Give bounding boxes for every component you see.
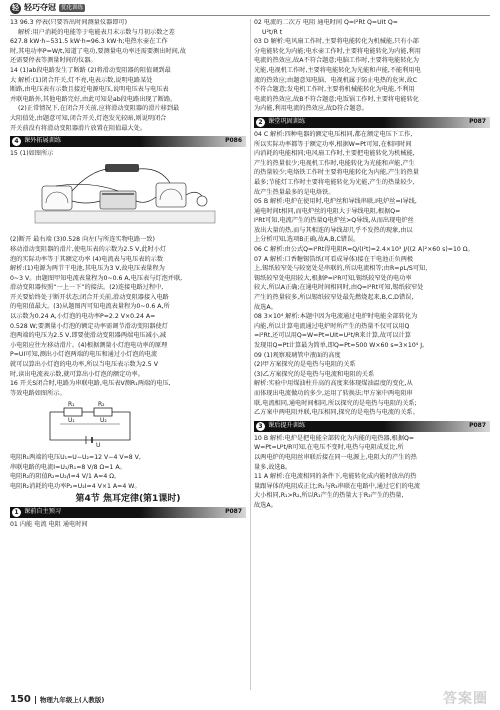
text-line: 所以实际功率都等于额定功率,根据W=Pt可知,在相同时间 xyxy=(254,140,412,148)
text-line: (2)甲方案探究的是电热与电阻的关系 xyxy=(254,361,356,369)
text-line: 以两电炉的电阻丝串联后接在同一电源上,电阻大的产生的热 xyxy=(254,453,417,461)
label-u2: U₂ xyxy=(100,417,107,425)
answer-16-solution xyxy=(10,454,246,491)
text-line: 等效电路如图所示。 xyxy=(10,389,66,397)
section-bar-title: 课后提升训练 xyxy=(268,421,306,429)
text-line: 内消耗的电能相同;电风扇工作时,主要把电能转化为机械能, xyxy=(254,150,415,158)
text-line: 就可以算出小灯泡的电功率,所以当电压表示数为2.5 V xyxy=(10,361,158,369)
section-bar-title: 课堂巩固训练 xyxy=(268,118,306,126)
text-line: 发现用Q=Pt计算最为简单,即Q=Pt=500 W×60 s=3×10⁴ J。 xyxy=(254,342,429,349)
text-line: I²Rt可知,电流产生的热量Q电炉丝>Q导线,从而出现电炉丝 xyxy=(254,217,414,225)
text-line: 通电时间t相同,而电炉丝的电阻大于导线电阻,根据Q= xyxy=(254,207,401,215)
text-line: 解析:(1)电源为两节干电池,其电压为3 V,故电压表量程为 xyxy=(10,265,165,273)
label-u: U xyxy=(96,442,101,449)
text-line: 量多,故选B。 xyxy=(254,463,292,471)
brand-logo-icon: 轻 xyxy=(12,3,19,12)
answer-07 xyxy=(254,256,490,313)
column-divider xyxy=(250,19,251,690)
text-line: 上分析可知,选项B正确,故A,B,C错误。 xyxy=(254,236,360,244)
text-line: 开关要始终处于断开状态;闭合开关前,滑动变阻器接入电路 xyxy=(10,293,169,301)
text-line: =I²Rt,还可以用Q=W=Pt=UIt=U²t/R来计算,故可以计算 xyxy=(254,332,411,340)
page-footer xyxy=(10,694,104,706)
text-line: 0.528 W;要测量小灯泡的额定功率需调节滑动变阻器使灯 xyxy=(10,322,168,330)
answer-05 xyxy=(254,198,490,245)
text-line: 内能,所以计算电流通过电炉时所产生的热量不仅可以用Q xyxy=(254,322,410,330)
brand-subtitle: 优化训练 xyxy=(61,4,84,11)
text-line: 电阻R₂消耗的电功率P₂=U₂I=4 V×1 A=4 W。 xyxy=(10,482,141,490)
text-line: (2)正常情况下,在闭合开关前,应将滑动变阻器的滑片移到最 xyxy=(18,105,180,113)
text-line: 故选A。 xyxy=(254,501,277,509)
brand xyxy=(10,2,85,14)
text-line: 电流的热效应,故B不符合题意;电饭锅工作时,主要将电能转化 xyxy=(254,95,419,103)
text-line: 产生的热量较多,所以锡纸较窄处最先燃烧起来,B,C,D错误, xyxy=(254,294,414,302)
left-column xyxy=(10,19,246,690)
text-line: 05 B 解析:电炉在使用时,电炉丝和导线串联,I电炉丝=I导线, xyxy=(254,198,417,206)
page-number: 150 xyxy=(10,693,31,705)
text-line: 的电阻值最大。(3)从题图丙可知电流表量程为0~0.6 A,所 xyxy=(10,303,170,311)
text-line: 故产生热量最多的是电烙铁。 xyxy=(254,188,335,196)
text-line: W=Pt=U²t/R可知,在电压不变时,电热与电阻成反比,所 xyxy=(254,444,404,452)
section-number-badge: 1 xyxy=(12,508,21,517)
section-bar-title: 课外拓展训练 xyxy=(24,137,62,145)
text-line: 0~3 V。由题图甲知电流表量程为0~0.6 A,电压表与灯泡并联, xyxy=(10,274,183,282)
wiring-illustration xyxy=(30,161,220,231)
text-line: 09 (1)观察玻璃管中液面的高度 xyxy=(254,351,341,359)
text-line: 11 A 解析:在电流相同的条件下,电能转化成内能时放出的热 xyxy=(254,473,417,481)
text-line: 的热量较少;电烙铁工作时主要将电能转化为内能,产生的热量 xyxy=(254,169,419,177)
text-line: 时,读出电流表示数,就可算出小灯泡的额定功率。 xyxy=(10,370,144,378)
page-ref-code: P086 xyxy=(225,137,242,145)
text-line: U²t/R t xyxy=(262,28,283,36)
section-number-badge: 2 xyxy=(256,118,265,127)
text-line: 大阻值处,由题意可知,闭合开关,灯泡发光较暗,则说明闭合 xyxy=(10,114,167,122)
text-line: 最多;节能灯工作时主要将电能转化为光能,产生的热量较少, xyxy=(254,178,415,186)
watermark: 答案圈 xyxy=(443,691,488,708)
answer-06 xyxy=(254,246,490,255)
text-line: 07 A 解析:口香糖锡箔纸(可看成导体)接在干电池正负两极 xyxy=(254,255,414,263)
text-line: 大小相同,R₁>R₂,所以R₁产生的热量大于R₂产生的热量, xyxy=(254,492,404,500)
text-line: 分电能转化为内能;电水壶工作时,主要将电能转化为内能,利用 xyxy=(254,47,421,55)
answer-09 xyxy=(254,352,490,418)
text-line: 放出大量的热,而与其相连的导线却几乎不发热的现象,由以 xyxy=(254,226,413,234)
text-line: 还需要停表等测量时间的仪器。 xyxy=(10,57,97,65)
page-ref-code: P087 xyxy=(225,508,242,516)
text-line: 锡纸较窄处电阻较大,根据P=I²R可知,锡纸较窄处的电功率 xyxy=(254,274,412,282)
text-line: 泡两端的电压为2.5 V,即要使滑动变阻器两端电压减小,减 xyxy=(10,332,167,340)
label-r2: R₂ xyxy=(98,401,105,409)
text-line: 泡的实际功率等于其额定功率 (4)电流表与电压表的示数 xyxy=(10,255,164,263)
equivalent-circuit-figure xyxy=(30,400,246,452)
page-ref-code: P087 xyxy=(469,118,486,126)
section-bar-consolidation xyxy=(254,117,490,128)
section-number-badge: 3 xyxy=(256,422,265,431)
label-r1: R₁ xyxy=(68,401,75,409)
text-line: 联,电流相同,通电时间相同,所以探究的是电热与电阻的关系; xyxy=(254,399,417,407)
text-line: 开关前没有将滑动变阻器滑片放置在阻值最大处。 xyxy=(10,124,147,132)
text-line: 为内能,利用电流的热效应,故D符合题意。 xyxy=(254,105,368,113)
text-line: 以示数为0.24 A,小灯泡的电功率P=2.2 V×0.24 A= xyxy=(10,313,156,321)
text-line: 产生的热量很少;电视机工作时,电能转化为光能和声能,产生 xyxy=(254,159,415,167)
page-header xyxy=(0,0,500,16)
text-line: 627.8 kW·h−531.5 kW·h=96.3 kW·h;电热水壶在工作 xyxy=(10,38,168,46)
answer-04 xyxy=(254,131,490,197)
page-ref-code: P087 xyxy=(469,421,486,429)
answer-11 xyxy=(254,473,490,510)
text-line: 04 C 解析:四种电器的额定电压相同,都在额定电压下工作, xyxy=(254,130,413,138)
answer-10 xyxy=(254,435,490,472)
text-line: 时,其电功率P=W/t,知道了电功,要测量电功率还需要测出时间,故 xyxy=(10,47,186,55)
text-line: 乙方案中两电阻并联,电压相同,探究的是电热与电流的关系。 xyxy=(254,409,419,417)
text-line: (3)乙方案探究的是电热与电流和电阻的关系 xyxy=(254,370,375,378)
answer-13 xyxy=(10,19,246,66)
text-line: 13 96.3 停表(只要答出时间测量仪器即可) xyxy=(10,19,128,26)
book-title: 物理九年级上(人教版) xyxy=(35,696,104,705)
section-bar-preview xyxy=(10,507,246,518)
brand-name: 轻巧夺冠 xyxy=(24,2,56,12)
text-line: P=UI可知,测出小灯泡两端的电压和通过小灯泡的电流 xyxy=(10,351,158,359)
section-number-badge: 4 xyxy=(12,137,21,146)
text-line: 故选A。 xyxy=(254,303,277,311)
answer-02 xyxy=(254,19,490,37)
text-line: 光能,电视机工作时,主要将电能转化为光能和声能,不能利用电 xyxy=(254,66,421,74)
text-line: 14 (1)ab段电路发生了断路 (2)将滑动变阻器的阻值调到最 xyxy=(10,66,171,74)
section-bar-title: 课前自主预习 xyxy=(24,508,62,516)
text-line: 上,锡纸较窄处与较宽处是串联的,所以电流相等;由R=ρL/S可知, xyxy=(254,265,428,273)
text-line: 滑动变阻器按照“一上一下”的接法。(2)连接电路过程中, xyxy=(10,284,164,292)
text-line: 解析:用户消耗的电能等于电能表月末示数与月初示数之差 xyxy=(18,28,175,36)
text-line: 解析:实验中用煤油柱升高的高度来体现煤油温度的变化,从 xyxy=(254,380,413,388)
text-line: 流的热效应;由题意知电脑、电视机属于防止电热的危害,故C xyxy=(254,76,418,84)
section-bar-improvement xyxy=(254,421,490,432)
text-line: 而体现出电流做功的多少,运用了转换法;甲方案中两电阻串 xyxy=(254,389,413,397)
text-line: 大 解析:(1)闭合开关,灯不亮,电表示数,说明电路某处 xyxy=(10,76,153,84)
answer-14 xyxy=(10,67,246,133)
text-line: 并联电路外,其他电路完好,由此可知是ab段电路出现了断路。 xyxy=(10,95,177,103)
section-bar-extension xyxy=(10,136,246,147)
equivalent-circuit xyxy=(30,400,150,448)
text-line: 08 3×10⁴ 解析:本题中因为电流通过电炉时电能全部转化为 xyxy=(254,313,418,321)
text-line: 电阻R₂的阻值R₂=U₂/I=4 V/1 A=4 Ω。 xyxy=(10,473,121,481)
text-line: 16 开关S闭合时,电路为串联电路,电压表V测R₁两端的电压, xyxy=(10,380,171,388)
text-line: 10 B 解析:电炉是把电能全部转化为内能的电热器,根据Q= xyxy=(254,434,415,442)
answer-08 xyxy=(254,313,490,350)
text-line: 02 电流的二次方 电阻 通电时间 Q=I²Rt Q=UIt Q= xyxy=(254,19,398,26)
answer-01: 01 内能 电流 电阻 通电时间 xyxy=(10,520,88,528)
text-line: 移动滑动变阻器的滑片,使电压表的示数为2.5 V,此时小灯 xyxy=(10,245,167,253)
text-line: 串联电路的电流I=U₁/R₁=8 V/8 Ω=1 A。 xyxy=(10,463,126,471)
text-line: 小电阻应往左移动滑片。(4)根据测量小灯泡电功率的原理 xyxy=(10,341,168,349)
section-title: 第4节 焦耳定律(第1课时) xyxy=(75,494,181,505)
right-column xyxy=(254,19,490,690)
text-line: 量跟导体的电阻成正比;R₁与R₂串联在电路中,通过它们的电流 xyxy=(254,482,421,490)
text-line: 断路,由电压表有示数且接近电源电压,说明电压表与电压表 xyxy=(10,86,169,94)
text-line: 03 D 解析:电风扇工作时,主要将电能转化为机械能,只有小部 xyxy=(254,38,419,46)
answer-15 xyxy=(10,236,246,379)
text-line: (2)断开 最右端 (3)0.528 向左(与所连实物电路一致) xyxy=(10,236,155,244)
text-line: 不符合题意;发电机工作时,主要将机械能转化为电能,不利用 xyxy=(254,86,415,94)
text-line: 较大,所以A正确;在通电时间相同时,由Q=I²Rt可知,锡纸较窄处 xyxy=(254,284,424,292)
answer-16 xyxy=(10,380,246,398)
answer-03 xyxy=(254,38,490,114)
circuit-wiring-figure xyxy=(30,161,246,235)
text-line: 电阻R₁两端的电压U₁=U−U₂=12 V−4 V=8 V, xyxy=(10,454,141,461)
text-line: 电流的热效应,故A不符合题意;电脑工作时,主要将电能转化为 xyxy=(254,57,419,65)
text-line: 06 C 解析:由公式Q=I²Rt得电阻R=Q/(I²t)=2.4×10³ J/((2 A)²×60 s)=10 Ω。 xyxy=(254,246,474,254)
header-rule xyxy=(10,15,490,16)
answer-15-head: 15 (1)如图所示 xyxy=(10,150,54,158)
label-u1: U₁ xyxy=(68,417,75,425)
